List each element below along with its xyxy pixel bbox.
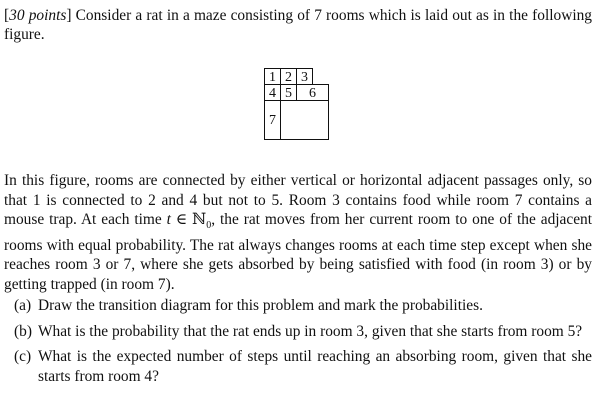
maze-room-1: 1 [264, 68, 281, 85]
maze-room-3: 3 [296, 68, 313, 85]
maze-room-2: 2 [280, 68, 297, 85]
problem-statement [4, 6, 592, 44]
maze-room-5: 5 [280, 84, 297, 101]
body-part-1: In this figure, rooms are connected by either vertical or horizontal adjacent passages only, so that 1 is connected to 2 and 4 but not to 5. Room 3 contains food while room 7 contains a mouse trap. At each time [4, 172, 592, 228]
question-text: Draw the transition diagram for this problem and mark the probabilities. [38, 297, 483, 314]
question-label: (a) [14, 297, 32, 314]
body-part-3: , the rat moves from her current room to one of the adjacent rooms with equal probability. The rat always changes rooms at each time step except when she reaches room 3 or 7, where she gets absorbed by being satisfied with food (in room 3) or by getting trapped (in room 7). [4, 211, 593, 293]
question-item [14, 347, 592, 386]
question-list [14, 296, 592, 392]
question-label: (c) [14, 348, 32, 365]
body-part-2: ∈ ℕ [170, 211, 207, 228]
maze-room-4: 4 [264, 84, 281, 101]
intro-text: Consider a rat in a maze consisting of 7 rooms which is laid out as in the following figure. [4, 7, 592, 43]
maze-room-7: 7 [264, 100, 281, 140]
question-label: (b) [14, 322, 32, 340]
maze-room-6: 6 [296, 84, 329, 101]
question-item [14, 296, 592, 316]
points-label: 30 points [9, 7, 67, 24]
question-text: What is the expected number of steps until reaching an absorbing room, given that she starts from room 4? [38, 348, 592, 385]
problem-intro: [30 points] Consider a rat in a maze consisting of 7 rooms which is laid out as in the following figure. [4, 7, 592, 43]
time-variable: t [166, 211, 171, 228]
question-item [14, 322, 592, 342]
maze-figure [264, 68, 334, 140]
natural-subscript: 0 [206, 220, 212, 232]
maze-outline [280, 100, 329, 140]
question-text: What is the probability that the rat ends up in room 3, given that she starts from room 5? [38, 322, 583, 340]
problem-body [4, 171, 592, 294]
